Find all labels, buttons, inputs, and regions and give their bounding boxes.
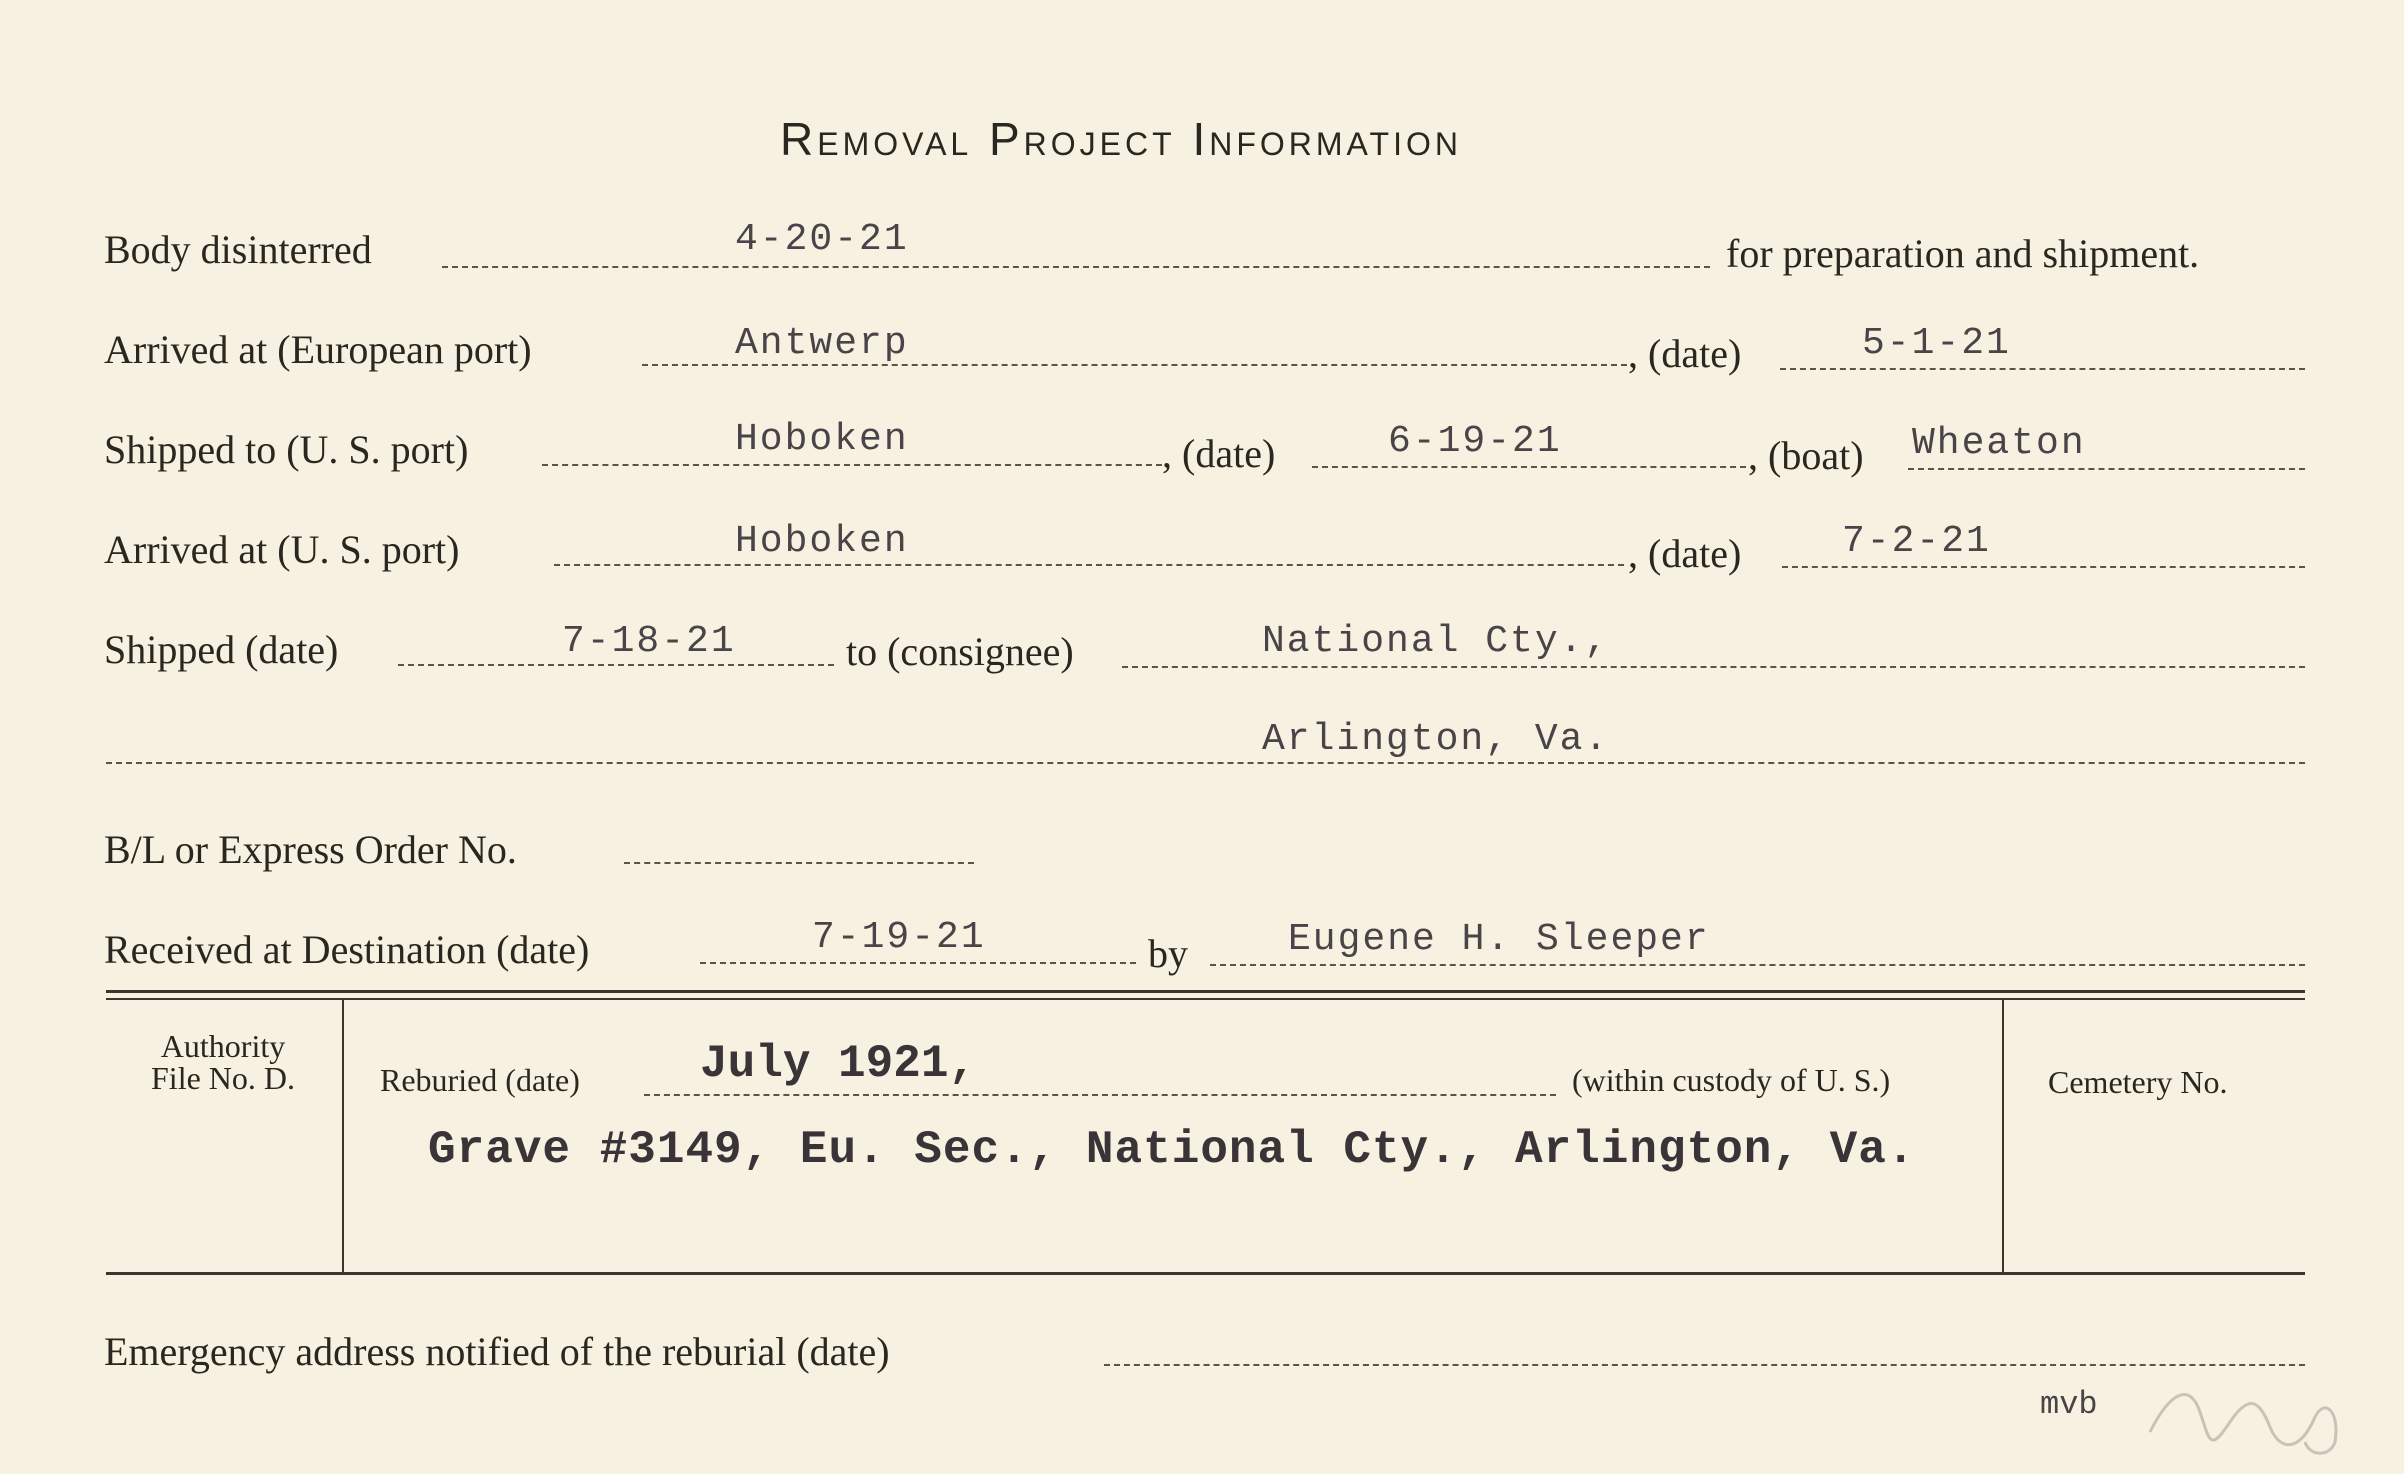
body-disinterred-value: 4-20-21	[735, 218, 909, 261]
arrived-european-date-value: 5-1-21	[1862, 322, 2011, 365]
custody-label: (within custody of U. S.)	[1572, 1062, 1891, 1098]
page-title: Removal Project Information	[780, 113, 1462, 165]
shipped-date-value: 7-18-21	[562, 620, 736, 663]
reburied-label: Reburied (date)	[380, 1062, 580, 1098]
received-by-value: Eugene H. Sleeper	[1288, 918, 1710, 961]
shipped-date-label: Shipped (date)	[104, 627, 339, 672]
grave-text: Grave #3149, Eu. Sec., National Cty., Arlington, Va.	[428, 1124, 1916, 1176]
shipped-us-boat-label: , (boat)	[1748, 433, 1864, 478]
body-disinterred-suffix: for preparation and shipment.	[1726, 231, 2200, 276]
shipped-us-line	[542, 464, 1162, 466]
arrived-european-date-line	[1780, 368, 2305, 370]
arrived-european-label: Arrived at (European port)	[104, 327, 532, 372]
arrived-us-value: Hoboken	[735, 520, 909, 563]
received-by-line	[1210, 964, 2305, 966]
arrived-us-label: Arrived at (U. S. port)	[104, 527, 460, 572]
received-by-label: by	[1148, 931, 1188, 976]
consignee-label: to (consignee)	[846, 629, 1074, 674]
arrived-european-date-label: , (date)	[1628, 331, 1742, 376]
bl-order-line	[624, 862, 974, 864]
shipped-us-label: Shipped to (U. S. port)	[104, 427, 469, 472]
arrived-us-line	[554, 564, 1624, 566]
body-disinterred-line	[442, 266, 1710, 268]
arrived-us-date-line	[1782, 566, 2305, 568]
shipped-us-boat-value: Wheaton	[1912, 422, 2086, 465]
shipped-us-value: Hoboken	[735, 418, 909, 461]
arrived-us-date-label: , (date)	[1628, 531, 1742, 576]
clerk-initials: mvb	[2040, 1386, 2098, 1423]
consignee-value-line2: Arlington, Va.	[1262, 718, 1610, 761]
box-divider-left	[342, 1000, 344, 1272]
bl-order-label: B/L or Express Order No.	[104, 827, 517, 872]
cemetery-label: Cemetery No.	[2048, 1064, 2228, 1100]
authority-label-line1: Authority	[160, 1028, 286, 1064]
consignee-line	[1122, 666, 2305, 668]
emergency-line	[1104, 1364, 2305, 1366]
box-divider-right	[2002, 1000, 2004, 1272]
arrived-european-value: Antwerp	[735, 322, 909, 365]
shipped-us-boat-line	[1908, 468, 2305, 470]
body-disinterred-label: Body disinterred	[104, 227, 372, 272]
shipped-date-line	[398, 664, 834, 666]
reburied-line	[644, 1094, 1556, 1096]
shipped-us-date-line	[1312, 466, 1746, 468]
box-bottom-rule	[106, 1272, 2305, 1275]
reburied-value: July 1921,	[700, 1038, 977, 1090]
emergency-label: Emergency address notified of the reburial (date)	[104, 1329, 890, 1374]
consignee-continuation-line	[106, 762, 2305, 764]
received-label: Received at Destination (date)	[104, 927, 590, 972]
received-date-line	[700, 962, 1136, 964]
consignee-value-line1: National Cty.,	[1262, 620, 1610, 663]
shipped-us-date-label: , (date)	[1162, 431, 1276, 476]
shipped-us-date-value: 6-19-21	[1388, 420, 1562, 463]
box-top-rule-2	[106, 998, 2305, 1000]
received-date-value: 7-19-21	[812, 916, 986, 959]
authority-label-line2: File No. D.	[151, 1060, 295, 1096]
faint-signature-mark	[2140, 1372, 2360, 1462]
arrived-us-date-value: 7-2-21	[1842, 520, 1991, 563]
box-top-rule	[106, 990, 2305, 993]
